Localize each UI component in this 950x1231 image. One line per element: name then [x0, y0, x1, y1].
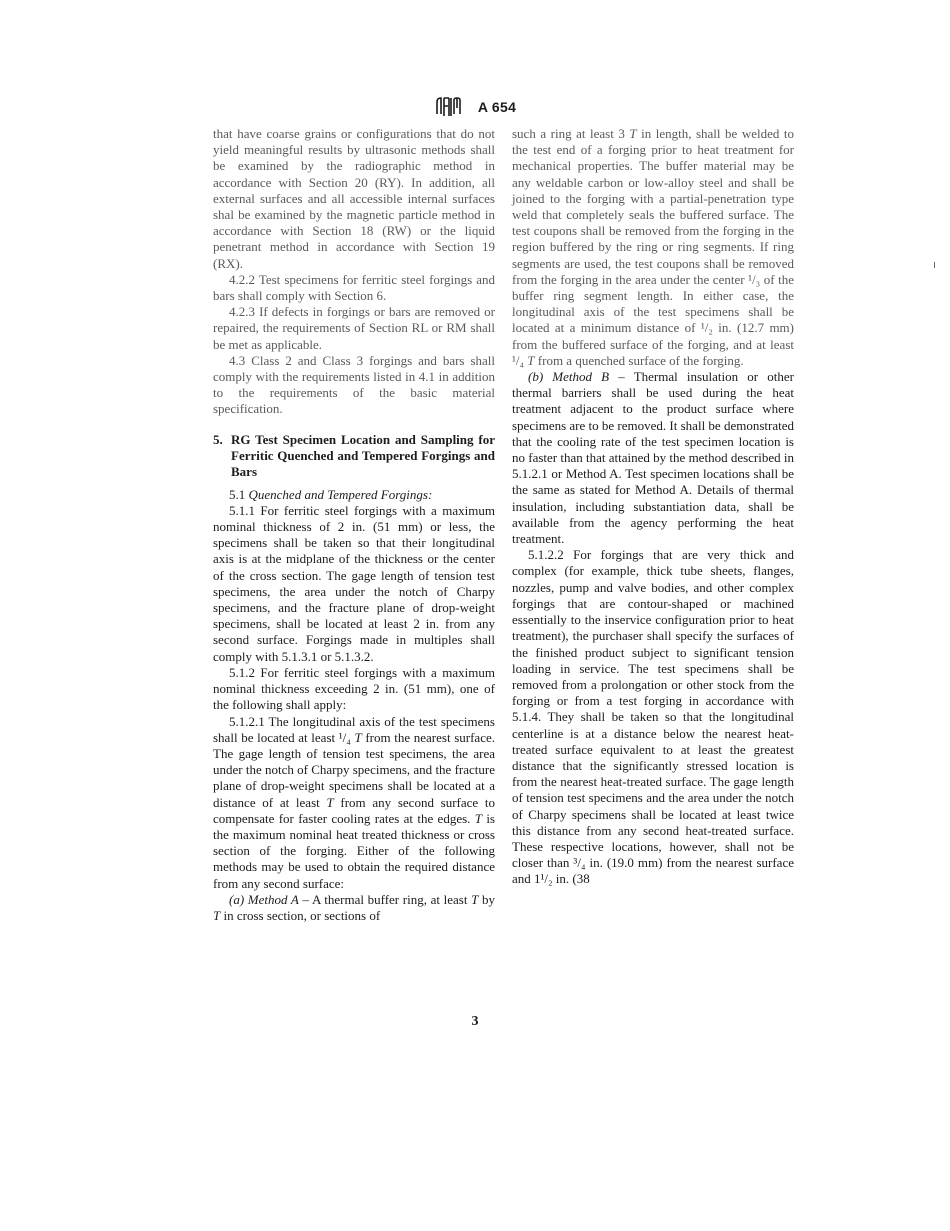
section-number: 5. — [213, 431, 223, 447]
symbol-t: T — [354, 729, 362, 745]
text-run: in length, shall be welded to the test end of a forging prior to heat treatment for mechanical properties. The buffer material may be any weldable carbon or low-alloy steel and shall be joined to the forging with a partial-penetration type weld that completely seals the buffered surface. The test coupons shall be removed from the forging in the region buffered by the ring or ring segments. If ring segments are used, the test coupons shall be removed from the forging in the area under the center ¹/₃ of the buffer ring segment length. In either case, the longitudinal axis of the test specimens shall be located at a minimum distance of ¹/₂ in. (12.7 mm) from the buffered surface of the forging, and at least ¹/₄ — [512, 126, 794, 368]
text-run: from a quenched surface of the forging. — [534, 352, 744, 368]
paragraph-4-2-2: 4.2.2 Test specimens for ferritic steel forgings and bars shall comply with Section 6. — [213, 271, 495, 304]
paragraph-5-1-2-1 — [213, 714, 495, 892]
text-run: is the maximum nominal heat treated thickness or cross section of the forging. Either of the following methods may be used to obtain the required distance from any second surface: — [213, 810, 495, 891]
astm-logo-icon — [434, 94, 464, 120]
section-title: RG Test Specimen Location and Sampling for Ferritic Quenched and Tempered Forgings and Bars — [231, 431, 495, 479]
section-5-heading — [213, 432, 495, 480]
paragraph-4-2-3: 4.2.3 If defects in forgings or bars are removed or repaired, the requirements of Section RL or RM shall be met as applicable. — [213, 304, 495, 352]
paragraph-5-1 — [213, 487, 495, 503]
symbol-t: T — [326, 794, 334, 810]
text-run: by — [478, 891, 496, 907]
paragraph-5-1-1: 5.1.1 For ferritic steel forgings with a maximum nominal thickness of 2 in. (51 mm) or less, the specimens shall be taken so that their longitudinal axis is at the midplane of the thickness or the center of the cross section. The gage length of tension test specimens, the area under the notch of Charpy specimens, and the fracture plane of drop-weight specimens, shall be located at least 2 in. from any second surface. Forgings made in multiples shall comply with 5.1.3.1 or 5.1.3.2. — [213, 502, 495, 664]
symbol-t: T — [629, 126, 637, 141]
paragraph-5-1-title: Quenched and Tempered Forgings: — [248, 486, 433, 502]
page-number: 3 — [471, 1014, 479, 1029]
text-run: from any second surface to compensate for faster cooling rates at the edges. — [213, 794, 495, 826]
page-header — [0, 94, 950, 120]
paragraph-method-a — [213, 892, 495, 924]
margin-mark — [934, 262, 935, 268]
standard-designation: A 654 — [477, 99, 517, 115]
paragraph-continued: that have coarse grains or configurations that do not yield meaningful results by ultrasonic methods shall be examined by the radiographic method in accordance with Section 20 (RY). In addition, all external surfaces and all accessible internal surfaces shal be examined by the magnetic particle method in accordance with Section 18 (RW) or the liquid penetrant method in accordance with Section 19 (RX). — [213, 126, 495, 271]
paragraph-method-a-continued — [512, 126, 794, 369]
symbol-t: T — [474, 810, 482, 826]
method-b-label: (b) Method B — [528, 369, 610, 385]
text-run: such a ring at least 3 — [512, 126, 630, 141]
right-column — [512, 126, 794, 888]
symbol-t: T — [213, 907, 221, 923]
fraction: ¹/₄ — [338, 729, 351, 745]
text-run: – Thermal insulation or other thermal barriers shall be used during the heat treatment adjacent to the product surface where specimens are to be removed. It shall be demonstrated that the cooling rate of the test specimen location is no faster than that attained by the method described in 5.1.2.1 or Method A. Test specimen locations shall be the same as stated for Method A. Details of thermal insulation, including substantiation data, shall be available from the agency performing the heat treatment. — [512, 369, 794, 547]
left-column — [213, 126, 495, 924]
text-run: – A thermal buffer ring, at least — [298, 891, 472, 907]
text-run: from the nearest surface. The gage length of tension test specimens, the area under the notch of Charpy specimens, and the fracture plane of drop-weight specimens shall be located at a distance of at least — [213, 729, 495, 810]
symbol-t: T — [527, 352, 535, 368]
symbol-t: T — [471, 891, 479, 907]
paragraph-5-1-2-2: 5.1.2.2 For forgings that are very thick and complex (for example, thick tube sheets, flanges, nozzles, pump and valve bodies, and other complex forgings that are contour-shaped or machined essentially to the inservice configuration prior to heat treatment), the purchaser shall specify the surfaces of the finished product subject to significant tension loading in service. The test specimens shall be removed from a prolongation or other stock from the forging or from a test forging in accordance with 5.1.4. They shall be taken so that the longitudinal centerline is at a distance below the nearest heat-treated surface equivalent to at least the greatest distance that the significantly stressed location is from the nearest heat-treated surface. The gage length of tension test specimens and the area under the notch of Charpy specimens shall be located at least twice this distance from any second heat-treated surface. These respective locations, however, shall not be closer than ³/₄ in. (19.0 mm) from the nearest surface and 1¹/₂ in. (38 — [512, 547, 794, 887]
paragraph-method-b — [512, 369, 794, 547]
paragraph-4-3: 4.3 Class 2 and Class 3 forgings and bars shall comply with the requirements listed in 4.1 in addition to the requirements of the basic material specification. — [213, 352, 495, 417]
text-run: in cross section, or sections of — [220, 907, 381, 923]
method-a-label: (a) Method A — [229, 891, 299, 907]
paragraph-5-1-number: 5.1 — [229, 486, 246, 502]
paragraph-5-1-2: 5.1.2 For ferritic steel forgings with a maximum nominal thickness exceeding 2 in. (51 mm), one of the following shall apply: — [213, 664, 495, 713]
text-run: 5.1.2.1 The longitudinal axis of the test specimens shall be located at least — [213, 713, 495, 745]
